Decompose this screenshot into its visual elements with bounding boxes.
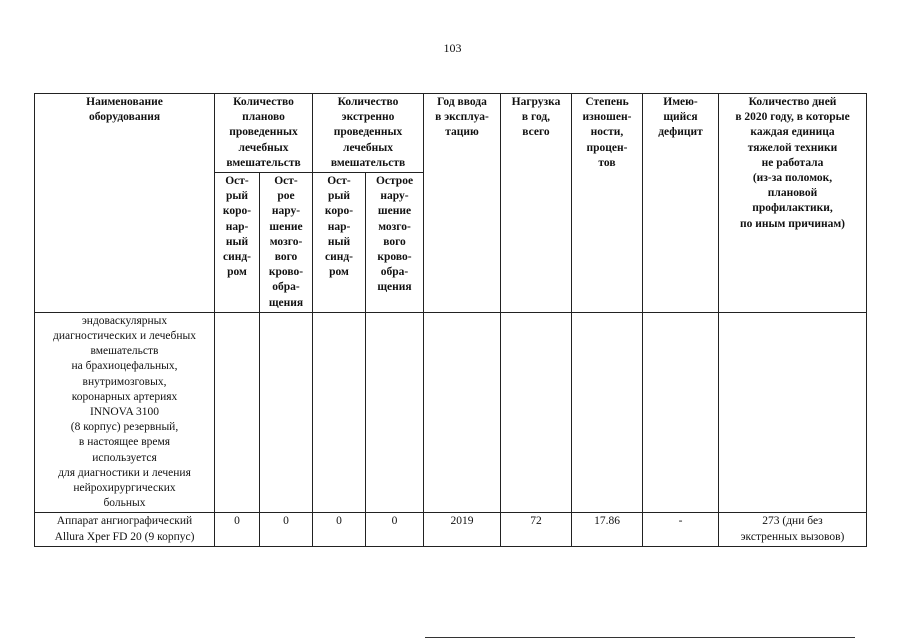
cell-planned-acs [215, 312, 260, 513]
cell-planned-stroke [260, 312, 313, 513]
subheader-planned-acs: Ост- рый коро- нар- ный синд- ром [215, 173, 260, 313]
cell-planned-stroke: 0 [260, 513, 313, 546]
subheader-planned-stroke: Ост- рое нару- шение мозго- вого крово- обра- щения [260, 173, 313, 313]
cell-load: 72 [501, 513, 572, 546]
header-deficit: Имею- щийся дефицит [643, 94, 719, 313]
table-row [35, 312, 867, 513]
cell-emergency-acs [313, 312, 366, 513]
header-downtime-days: Количество дней в 2020 году, в которые каждая единица тяжелой техники не работала (из-за поломок, плановой профилактики, по иным причинам) [719, 94, 867, 313]
cell-wear: 17.86 [572, 513, 643, 546]
cell-equipment-name: Аппарат ангиографический Allura Xper FD 20 (9 корпус) [35, 513, 215, 546]
header-equipment-name: Наименование оборудования [35, 94, 215, 313]
table-row [35, 513, 867, 546]
equipment-table [34, 93, 867, 547]
cell-load [501, 312, 572, 513]
header-wear-degree: Степень изношен- ности, процен- тов [572, 94, 643, 313]
cell-planned-acs: 0 [215, 513, 260, 546]
header-annual-load: Нагрузка в год, всего [501, 94, 572, 313]
header-year-commissioned: Год ввода в эксплуа- тацию [424, 94, 501, 313]
subheader-emergency-stroke: Острое нару- шение мозго- вого крово- обра- щения [366, 173, 424, 313]
page-number: 103 [443, 41, 462, 55]
cell-wear [572, 312, 643, 513]
cell-downtime [719, 312, 867, 513]
cell-equipment-name: эндоваскулярных диагностических и лечебных вмешательств на брахиоцефальных, внутримозговых, коронарных артериях INNOVA 3100 (8 корпус) резервный, в настоящее время используется для диагностики и лечения нейрохирургических больных [35, 312, 215, 513]
header-emergency-interventions: Количество экстренно проведенных лечебных вмешательств [313, 94, 424, 173]
cell-downtime: 273 (дни без экстренных вызовов) [719, 513, 867, 546]
cell-emergency-stroke [366, 312, 424, 513]
table-header-row [35, 94, 867, 173]
cell-deficit: - [643, 513, 719, 546]
header-planned-interventions: Количество планово проведенных лечебных вмешательств [215, 94, 313, 173]
subheader-emergency-acs: Ост- рый коро- нар- ный синд- ром [313, 173, 366, 313]
cell-deficit [643, 312, 719, 513]
cell-year [424, 312, 501, 513]
page-edge-divider [425, 637, 855, 638]
cell-emergency-stroke: 0 [366, 513, 424, 546]
cell-year: 2019 [424, 513, 501, 546]
cell-emergency-acs: 0 [313, 513, 366, 546]
